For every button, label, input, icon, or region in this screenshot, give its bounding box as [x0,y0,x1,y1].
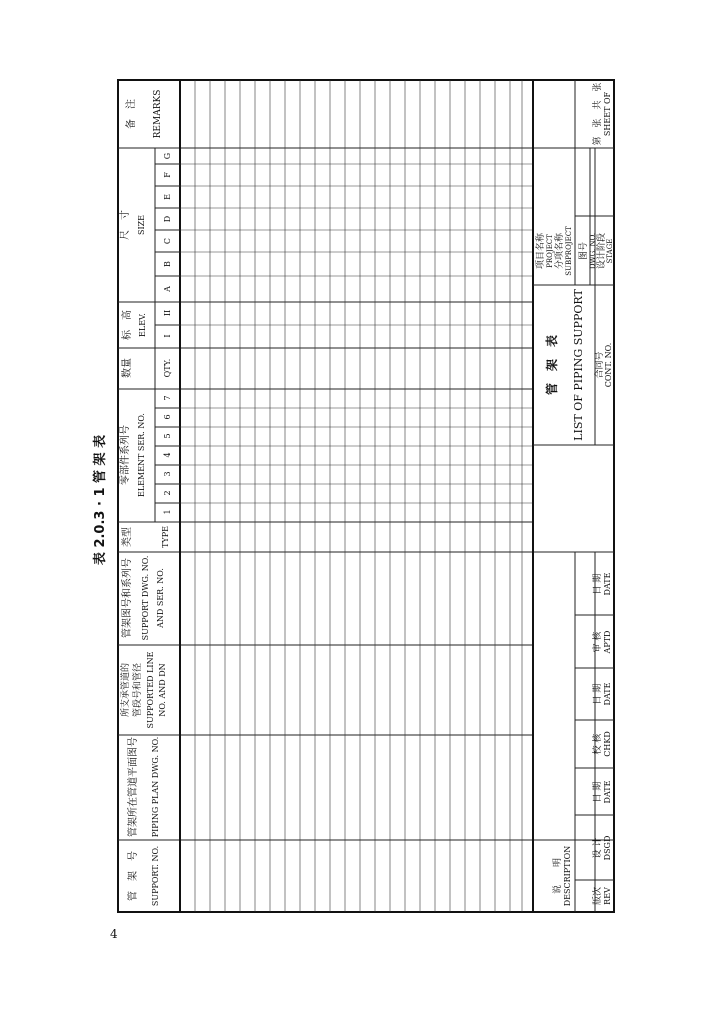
table-frame [118,80,614,912]
svg-text:项目名称: 项目名称 [536,232,546,270]
svg-text:PIPING PLAN DWG. NO.: PIPING PLAN DWG. NO. [151,736,160,838]
svg-text:管 架 号: 管 架 号 [128,851,139,901]
svg-text:NO. AND DN: NO. AND DN [158,663,167,717]
svg-text:TYPE: TYPE [161,526,170,548]
svg-text:备 注: 备 注 [126,99,137,129]
svg-text:SUPPORT DWG. NO.: SUPPORT DWG. NO. [141,555,150,641]
header-remarks [124,90,163,139]
svg-text:DATE: DATE [603,572,612,596]
header-support-dwg [120,556,165,641]
svg-text:3: 3 [163,471,172,477]
svg-text:管段号和管径: 管段号和管径 [133,662,143,718]
svg-text:ELEV.: ELEV. [138,313,147,337]
page-number: 4 [110,927,118,941]
svg-text:审 核: 审 核 [593,631,603,653]
svg-text:G: G [163,152,172,160]
svg-text:4: 4 [163,452,172,458]
table-title: 表 2.0.3 · 1 管 架 表 [93,434,108,566]
svg-text:AND SER. NO.: AND SER. NO. [156,568,165,628]
header-qty [120,358,172,378]
svg-text:DATE: DATE [603,780,612,804]
svg-text:分项名称: 分项名称 [555,232,565,270]
header-element [118,395,172,514]
header-size [118,153,172,293]
svg-text:说 明: 说 明 [553,857,563,895]
svg-text:CHKD: CHKD [603,731,612,757]
svg-text:管 架 表: 管 架 表 [545,334,559,396]
svg-text:图号: 图号 [579,241,589,261]
svg-text:REV: REV [603,887,612,905]
svg-text:所支承管道的: 所支承管道的 [121,662,131,718]
svg-text:日 期: 日 期 [593,683,603,705]
svg-text:PROJECT: PROJECT [546,234,554,268]
svg-text:E: E [163,194,172,200]
svg-text:SUBPROJECT: SUBPROJECT [565,226,573,276]
svg-text:第 张 共 张: 第 张 共 张 [593,82,603,146]
svg-text:日 期: 日 期 [593,781,603,803]
svg-text:B: B [163,261,172,267]
svg-text:LIST OF PIPING SUPPORT: LIST OF PIPING SUPPORT [572,289,585,441]
svg-text:D: D [163,215,172,223]
svg-text:版次: 版次 [593,886,603,906]
svg-text:5: 5 [163,433,172,439]
svg-text:SUPPORTED LINE: SUPPORTED LINE [146,651,155,729]
data-columns [195,80,522,912]
header-supported-line [119,651,167,728]
svg-text:DWG. NO.: DWG. NO. [589,232,597,270]
svg-text:QTY.: QTY. [163,358,172,378]
svg-text:C: C [163,237,172,245]
svg-text:CONT. NO.: CONT. NO. [604,342,613,388]
svg-text:管架图号和系列号: 管架图号和系列号 [122,558,133,638]
svg-text:DESCRIPTION: DESCRIPTION [563,845,572,907]
svg-text:STAGE: STAGE [606,238,614,264]
svg-text:II: II [163,309,172,317]
svg-text:REMARKS: REMARKS [153,89,163,139]
svg-text:2: 2 [163,490,172,496]
svg-text:零部件系列号: 零部件系列号 [120,425,131,485]
header-support-no [126,846,160,906]
svg-text:DATE: DATE [603,682,612,706]
svg-text:数量: 数量 [122,358,133,378]
svg-text:7: 7 [163,395,172,401]
svg-text:校 核: 校 核 [593,733,603,755]
svg-text:F: F [163,172,172,178]
svg-text:DSGD: DSGD [603,835,612,861]
svg-text:SUPPORT. NO.: SUPPORT. NO. [151,845,160,907]
svg-text:SIZE: SIZE [137,214,146,236]
revision-block [551,572,612,906]
title-block [534,82,614,440]
svg-text:合同号: 合同号 [595,351,605,379]
svg-text:1: 1 [163,509,172,515]
header-type [120,526,170,548]
svg-text:ELEMENT SER. NO.: ELEMENT SER. NO. [137,413,146,497]
svg-text:A: A [163,286,172,292]
svg-text:I: I [163,334,172,338]
header-piping-plan [126,737,160,838]
svg-text:设计阶段: 设计阶段 [597,232,607,270]
svg-text:日 期: 日 期 [593,573,603,595]
svg-text:APTD: APTD [603,630,612,654]
svg-text:设 计: 设 计 [593,837,603,859]
svg-text:类型: 类型 [122,527,133,547]
svg-text:SHEET OF: SHEET OF [603,91,612,137]
svg-text:6: 6 [163,414,172,420]
svg-text:标 高: 标 高 [122,310,133,340]
svg-text:管架所在管道平面图号: 管架所在管道平面图号 [128,737,139,837]
svg-text:尺 寸: 尺 寸 [120,210,131,240]
